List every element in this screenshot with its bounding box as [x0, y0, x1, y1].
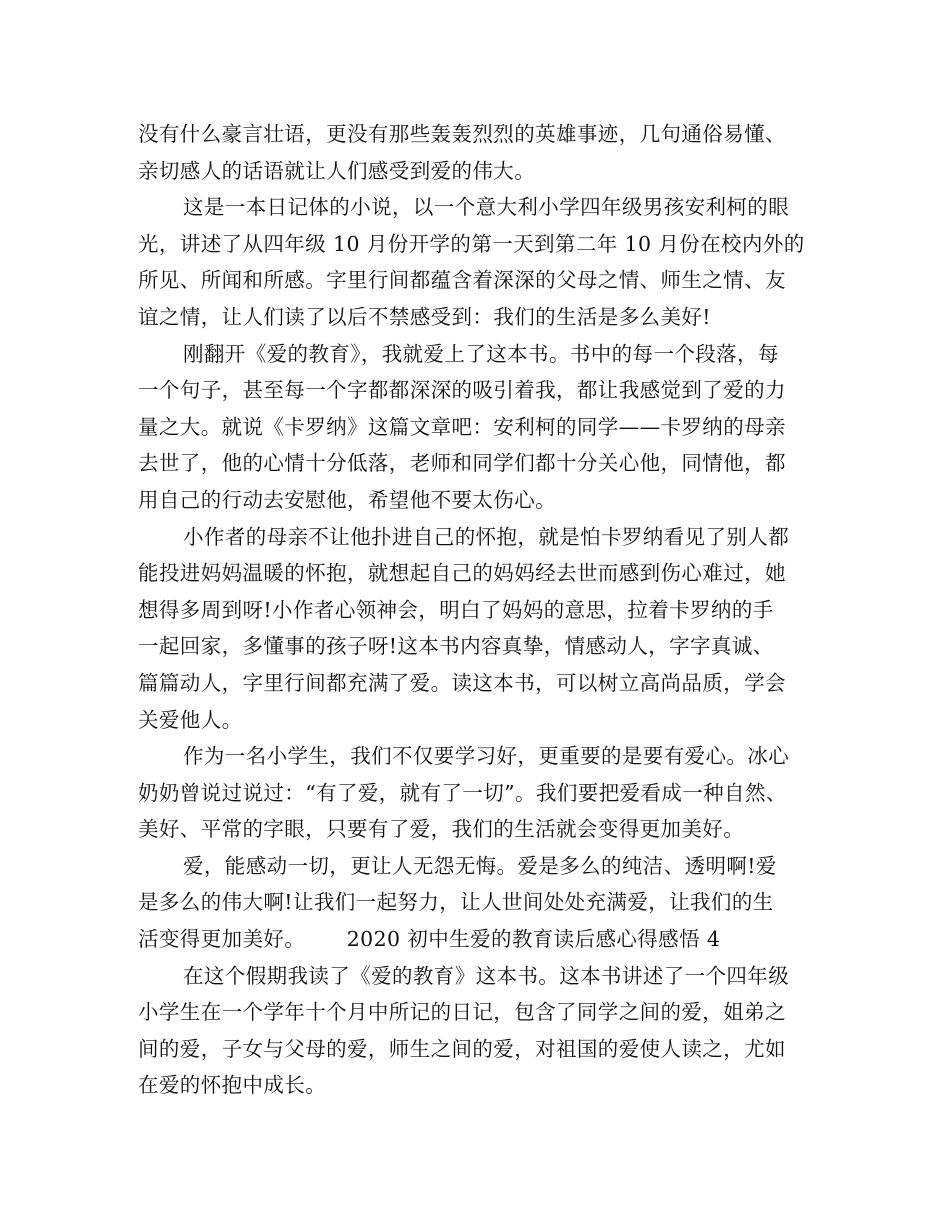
text-line: 用自己的行动去安慰他，希望他不要太伤心。 [138, 487, 556, 512]
text-line: 一个句子，甚至每一个字都都深深的吸引着我，都让我感觉到了爱的力 [138, 378, 786, 403]
text-line: 所见、所闻和所感。字里行间都蕴含着深深的父母之情、师生之情、友 [138, 268, 786, 293]
text-line: 亲切感人的话语就让人们感受到爱的伟大。 [138, 158, 536, 183]
text-line: 一起回家，多懂事的孩子呀!这本书内容真挚，情感动人，字字真诚、 [138, 634, 774, 659]
text-line: 没有什么豪言壮语，更没有那些轰轰烈烈的英雄事迹，几句通俗易懂、 [138, 122, 786, 146]
text-line: 刚翻开《爱的教育》，我就爱上了这本书。书中的每一个段落，每 [183, 341, 779, 366]
text-line: 在这个假期我读了《爱的教育》这本书。这本书讲述了一个四年级 [183, 963, 790, 988]
document-body [138, 116, 828, 1104]
text-line: 奶奶曾说过说过：“有了爱，就有了一切”。我们要把爱看成一种自然、 [138, 780, 787, 805]
text-line: 这是一本日记体的小说，以一个意大利小学四年级男孩安利柯的眼 [183, 195, 790, 220]
text-line: 光，讲述了从四年级 10 月份开学的第一天到第二年 10 月份在校内外的 [138, 231, 805, 256]
text-line: 关爱他人。 [138, 707, 243, 732]
text-line: 想得多周到呀!小作者心领神会，明白了妈妈的意思，拉着卡罗纳的手 [138, 597, 774, 622]
text-line: 小学生在一个学年十个月中所记的日记，包含了同学之间的爱，姐弟之 [138, 1000, 786, 1025]
text-line: 是多么的伟大啊!让我们一起努力，让人世间处处充满爱，让我们的生 [138, 890, 774, 915]
text-line: 能投进妈妈温暖的怀抱，就想起自己的妈妈经去世而感到伤心难过，她 [138, 561, 786, 586]
text-line: 爱，能感动一切，更让人无怨无悔。爱是多么的纯洁、透明啊!爱 [183, 853, 777, 878]
text-line: 去世了，他的心情十分低落，老师和同学们都十分关心他，同情他，都 [138, 451, 786, 476]
text-line: 美好、平常的字眼，只要有了爱，我们的生活就会变得更加美好。 [138, 817, 745, 842]
text-line: 间的爱，子女与父母的爱，师生之间的爱，对祖国的爱使人读之，尤如 [138, 1036, 786, 1061]
text-line: 在爱的怀抱中成长。 [138, 1073, 327, 1098]
text-line: 作为一名小学生，我们不仅要学习好，更重要的是要有爱心。冰心 [183, 744, 790, 769]
text-line: 小作者的母亲不让他扑进自己的怀抱，就是怕卡罗纳看见了别人都 [183, 524, 790, 549]
text-line: 量之大。就说《卡罗纳》这篇文章吧：安利柯的同学——卡罗纳的母亲 [138, 414, 786, 439]
text-line: 篇篇动人，字里行间都充满了爱。读这本书，可以树立高尚品质，学会 [138, 670, 786, 695]
text-line: 活变得更加美好。 2020 初中生爱的教育读后感心得感悟 4 [138, 927, 721, 952]
text-line: 谊之情，让人们读了以后不禁感受到：我们的生活是多么美好! [138, 304, 711, 329]
